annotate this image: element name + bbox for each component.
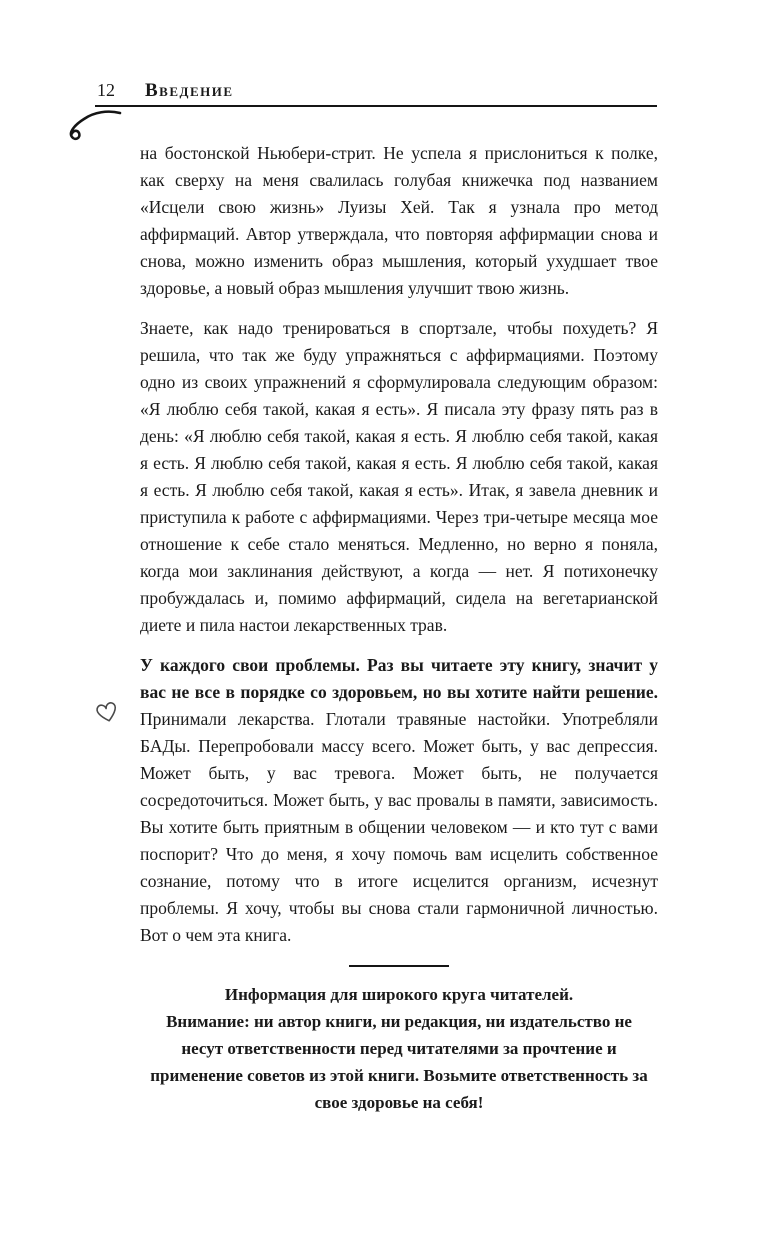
body-text-column: [140, 140, 658, 1116]
paragraph: [140, 652, 658, 949]
running-head: [97, 80, 234, 102]
heart-icon: [91, 697, 122, 727]
disclaimer-block: [146, 981, 652, 1116]
paragraph: [140, 315, 658, 639]
disclaimer-text: Внимание: ни автор книги, ни редакция, ни издательство не несут ответственности перед читателями за прочтение и применение советов из этой книги. Возьмите ответственность за свое здоровье на себя!: [150, 1012, 648, 1112]
footer-divider: [349, 965, 449, 967]
header-rule: [95, 105, 657, 107]
disclaimer-heading: Информация для широкого круга читателей.: [224, 985, 574, 1004]
chapter-header: Введение: [145, 80, 234, 101]
page-number: 12: [97, 80, 115, 100]
paragraph-text: Знаете, как надо тренироваться в спортзале, чтобы похудеть? Я решила, что так же буду упражняться с аффирмациями. Поэтому одно из своих упражнений я сформулировала следующим образом: «Я люблю себя такой, какая я есть». Я писала эту фразу пять раз в день: «Я люблю себя такой, какая я есть. Я люблю себя такой, какая я есть. Я люблю себя такой, какая я есть. Я люблю себя такой, какая я есть. Я люблю себя такой, какая я есть». Итак, я завела дневник и приступила к работе с аффирмациями. Через три-четыре месяца мое отношение к себе стало меняться. Медленно, но верно я поняла, когда мои заклинания действуют, а когда — нет. Я потихонечку пробуждалась и, помимо аффирмаций, сидела на вегетарианской диете и пила настои лекарственных трав.: [140, 318, 658, 635]
calligraphic-flourish-icon: [64, 108, 122, 142]
paragraph-text: на бостонской Ньюбери-стрит. Не успела я прислониться к полке, как сверху на меня свалилась голубая книжечка под названием «Исцели свою жизнь» Луизы Хей. Так я узнала про метод аффирмаций. Автор утверждала, что повторяя аффирмации снова и снова, можно изменить образ мышления, который ухудшает твое здоровье, а новый образ мышления улучшит твою жизнь.: [140, 143, 658, 298]
paragraph-text: Принимали лекарства. Глотали травяные настойки. Употребляли БАДы. Перепробовали массу всего. Может быть, у вас депрессия. Может быть, у вас тревога. Может быть, не получается сосредоточиться. Может быть, у вас провалы в памяти, зависимость. Вы хотите быть приятным в общении человеком — и кто тут с вами поспорит? Что до меня, я хочу помочь вам исцелить собственное сознание, потому что в итоге исцелится организм, исчезнут проблемы. Я хочу, чтобы вы снова стали гармоничной личностью. Вот о чем эта книга.: [140, 709, 658, 945]
paragraph-bold-lead: У каждого свои проблемы. Раз вы читаете эту книгу, значит у вас не все в порядке со здоровьем, но вы хотите найти решение.: [140, 655, 658, 702]
paragraph: [140, 140, 658, 302]
